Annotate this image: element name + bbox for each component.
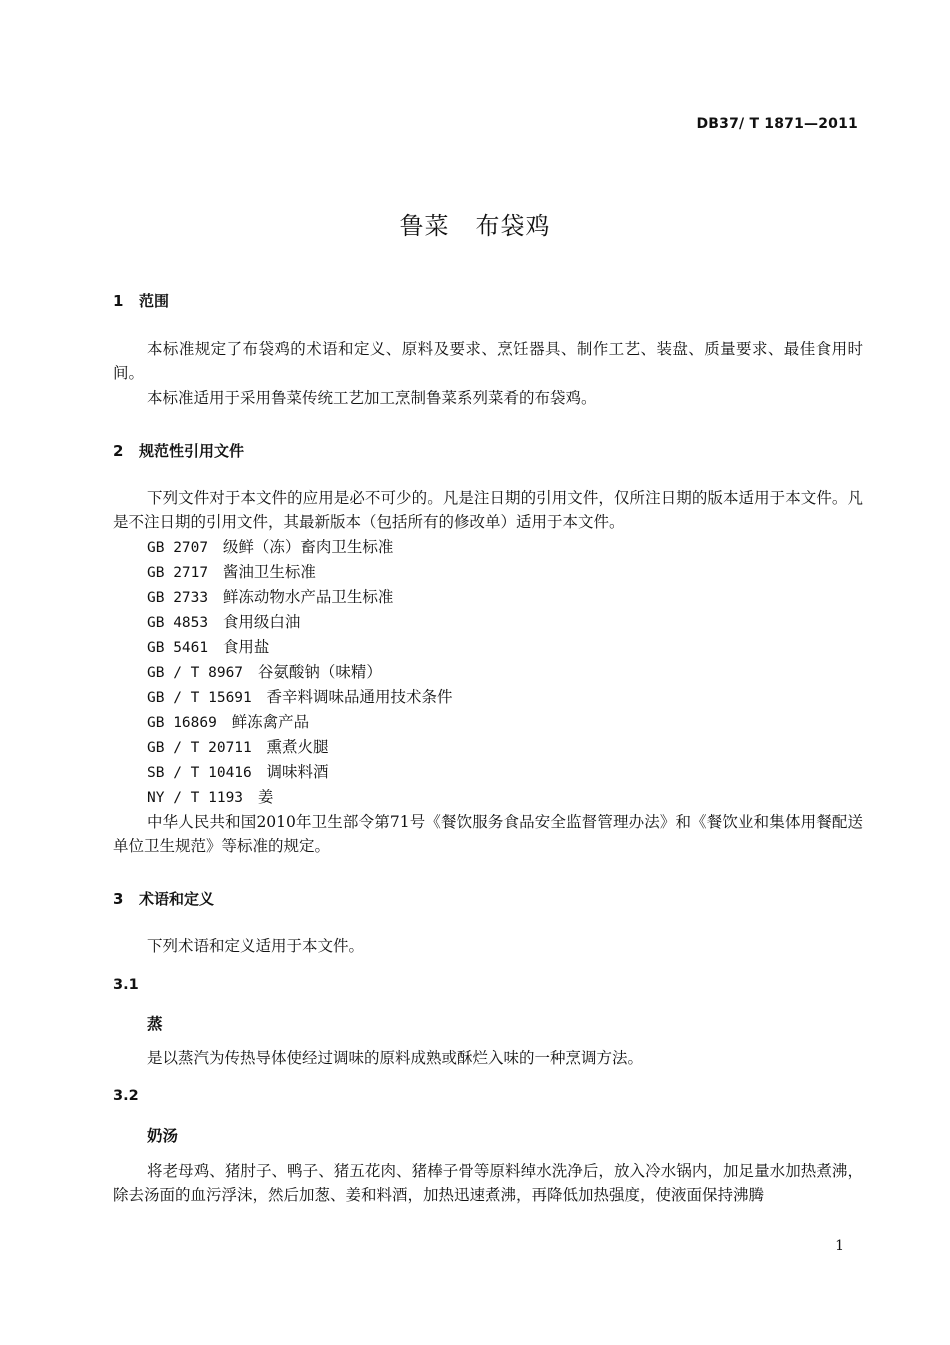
reference-item xyxy=(147,660,382,685)
standard-code: DB37/ T 1871—2011 xyxy=(696,116,858,132)
reference-code: GB 2717 xyxy=(147,565,209,581)
reference-name: 谷氨酸钠（味精） xyxy=(257,663,382,681)
reference-item xyxy=(147,785,273,810)
reference-item xyxy=(147,685,453,710)
section-3-heading xyxy=(113,888,214,909)
reference-code: GB / T 20711 xyxy=(147,740,252,756)
page-number: 1 xyxy=(835,1238,844,1254)
term-definition: 将老母鸡、猪肘子、鸭子、猪五花肉、猪棒子骨等原料绰水洗净后，放入冷水锅内，加足量水加热煮沸，除去汤面的血污浮沫，然后加葱、姜和料酒，加热迅速煮沸，再降低加热强度，使液面保持沸腾 xyxy=(113,1162,863,1204)
reference-name: 鲜冻动物水产品卫生标准 xyxy=(222,588,394,606)
reference-code: GB 2707 xyxy=(147,540,209,556)
reference-item xyxy=(147,560,316,585)
reference-code: GB 2733 xyxy=(147,590,209,606)
section-title: 范围 xyxy=(139,292,170,310)
reference-item xyxy=(147,610,300,635)
section-number: 1 xyxy=(113,292,124,310)
term-number: 3.1 xyxy=(113,977,139,993)
reference-code: GB 5461 xyxy=(147,640,209,656)
reference-item xyxy=(147,760,329,785)
section-number: 2 xyxy=(113,442,124,460)
reference-name: 调味料酒 xyxy=(266,763,329,781)
section-title: 术语和定义 xyxy=(139,890,215,908)
document-title xyxy=(0,206,950,241)
reference-item xyxy=(147,710,309,735)
reference-name: 食用盐 xyxy=(222,638,270,656)
reference-name: 姜 xyxy=(257,788,274,806)
reference-item xyxy=(147,735,329,760)
section-title: 规范性引用文件 xyxy=(139,442,245,460)
reference-code: GB 16869 xyxy=(147,715,217,731)
reference-item xyxy=(147,635,269,660)
title-dish: 布袋鸡 xyxy=(475,212,551,240)
reference-code: SB / T 10416 xyxy=(147,765,252,781)
reference-name: 香辛料调味品通用技术条件 xyxy=(266,688,453,706)
references-closing: 中华人民共和国2010年卫生部令第71号《餐饮服务食品安全监督管理办法》和《餐饮业和集体用餐配送单位卫生规范》等标准的规定。 xyxy=(113,813,863,855)
reference-item xyxy=(147,585,393,610)
references-intro: 下列文件对于本文件的应用是必不可少的。凡是注日期的引用文件，仅所注日期的版本适用于本文件。凡是不注日期的引用文件，其最新版本（包括所有的修改单）适用于本文件。 xyxy=(113,489,863,531)
reference-code: GB / T 8967 xyxy=(147,665,244,681)
reference-name: 鲜冻禽产品 xyxy=(231,713,310,731)
term-definition: 是以蒸汽为传热导体使经过调味的原料成熟或酥烂入味的一种烹调方法。 xyxy=(147,1049,644,1067)
term-name: 奶汤 xyxy=(147,1127,179,1145)
title-cuisine: 鲁菜 xyxy=(399,212,450,240)
reference-name: 熏煮火腿 xyxy=(266,738,329,756)
reference-code: GB / T 15691 xyxy=(147,690,252,706)
reference-code: NY / T 1193 xyxy=(147,790,244,806)
section-1-heading xyxy=(113,290,169,311)
reference-code: GB 4853 xyxy=(147,615,209,631)
reference-name: 酱油卫生标准 xyxy=(222,563,316,581)
reference-item xyxy=(147,535,393,560)
reference-name: 食用级白油 xyxy=(222,613,301,631)
scope-paragraph-1: 本标准规定了布袋鸡的术语和定义、原料及要求、烹饪器具、制作工艺、装盘、质量要求、最佳食用时间。 xyxy=(113,340,863,382)
section-2-heading xyxy=(113,440,244,461)
term-number: 3.2 xyxy=(113,1088,139,1104)
scope-paragraph-2: 本标准适用于采用鲁菜传统工艺加工烹制鲁菜系列菜肴的布袋鸡。 xyxy=(147,389,597,407)
section-number: 3 xyxy=(113,890,124,908)
term-name: 蒸 xyxy=(147,1015,163,1033)
reference-name: 级鲜（冻）畜肉卫生标准 xyxy=(222,538,394,556)
terms-intro: 下列术语和定义适用于本文件。 xyxy=(147,937,365,955)
